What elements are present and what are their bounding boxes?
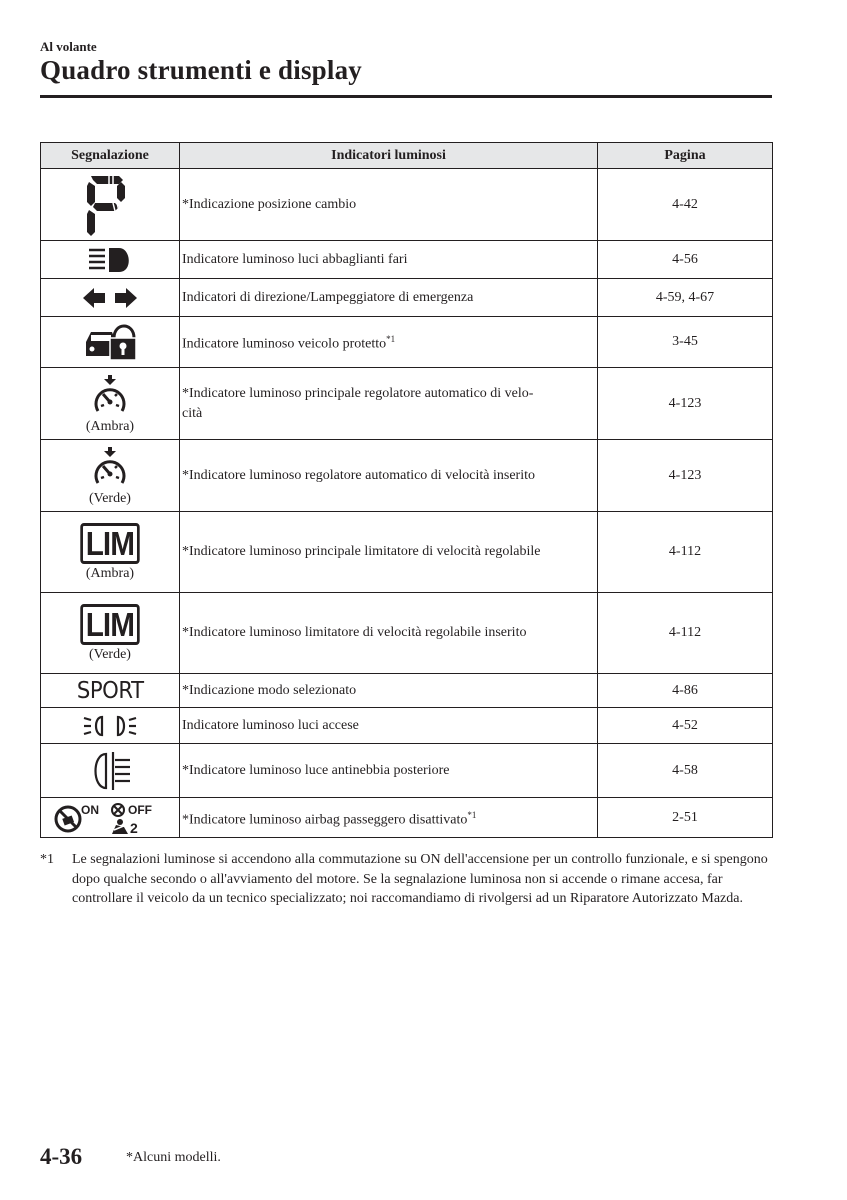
desc-text: Indicatore luminoso regolatore automatico di velocità inserito	[189, 467, 536, 483]
page-ref: 4-42	[598, 169, 773, 241]
security-car-lock-icon	[82, 322, 138, 362]
table-row	[41, 798, 773, 838]
page-ref: 4-123	[598, 368, 773, 440]
table-row	[41, 241, 773, 279]
signal-cell	[41, 744, 180, 798]
desc-text: Indicatore luminoso limitatore di velocità regolabile inserito	[189, 625, 527, 640]
signal-cell	[41, 317, 180, 368]
speed-limiter-icon: LIM	[80, 604, 139, 645]
footnote-text: Le segnalazioni luminose si accendono alla commutazione su ON dell'accensione per un controllo funzionale, e si spengono dopo qualche secondo o all'avviamento del motore. Se la segnalazione luminosa non si accende o rimane accesa, far controllare il veicolo da un tecnico specializzato; noi raccomandiamo di rivolgersi ad un Riparatore Autorizzato Mazda.	[72, 852, 768, 906]
signal-cell	[41, 279, 180, 317]
desc-text: Indicatore luminoso luci abbaglianti fari	[182, 251, 408, 267]
page-ref: 3-45	[598, 317, 773, 368]
header-indicator: Indicatori luminosi	[180, 143, 598, 169]
desc-text: Indicatore luminoso luce antinebbia posteriore	[189, 762, 450, 778]
cruise-control-icon	[90, 373, 130, 417]
indicator-desc	[180, 593, 598, 674]
speed-limiter-icon: LIM	[80, 523, 139, 564]
title-rule	[40, 95, 772, 98]
page-ref: 4-59, 4-67	[598, 279, 773, 317]
page-number: 4-36	[40, 1144, 83, 1169]
signal-cell	[41, 593, 180, 674]
desc-text: Indicatore luminoso airbag passeggero disattivato	[189, 812, 468, 828]
high-beam-icon	[85, 247, 135, 273]
table-row	[41, 744, 773, 798]
indicator-table	[40, 142, 773, 838]
desc-text: Indicatori di direzione/Lampeggiatore di emergenza	[182, 289, 474, 305]
desc-text: Indicatore luminoso principale regolatore automatico di velo- cità	[182, 385, 534, 421]
table-row	[41, 512, 773, 593]
signal-cell	[41, 169, 180, 241]
cruise-control-icon	[90, 445, 130, 489]
asterisk: *	[182, 762, 189, 778]
indicator-desc	[180, 708, 598, 744]
page-ref: 4-58	[598, 744, 773, 798]
table-header-row	[41, 143, 773, 169]
asterisk: *	[182, 682, 189, 698]
signal-cell	[41, 798, 180, 838]
asterisk: *	[182, 544, 189, 559]
desc-text: Indicatore luminoso luci accese	[182, 717, 359, 733]
turn-signal-arrows-icon	[81, 286, 139, 310]
table-row	[41, 169, 773, 241]
desc-text: Indicatore luminoso principale limitatore di velocità regolabile	[189, 544, 541, 559]
footnote-mark: *1	[40, 852, 54, 867]
indicator-desc	[180, 798, 598, 838]
airbag-off-label: OFF	[128, 802, 152, 817]
signal-cell	[41, 241, 180, 279]
signal-cell	[41, 440, 180, 512]
indicator-desc	[180, 169, 598, 241]
signal-cell	[41, 708, 180, 744]
airbag-seat-number: 2	[130, 819, 138, 835]
signal-cell	[41, 512, 180, 593]
table-row	[41, 279, 773, 317]
table-row	[41, 440, 773, 512]
table-row	[41, 317, 773, 368]
page-ref: 4-112	[598, 512, 773, 593]
page-ref: 4-56	[598, 241, 773, 279]
page-note: *Alcuni modelli.	[126, 1150, 221, 1165]
icon-caption: (Ambra)	[85, 418, 135, 434]
indicator-desc	[180, 279, 598, 317]
indicator-desc	[180, 241, 598, 279]
footnote-ref: *1	[386, 334, 396, 345]
desc-text: Indicazione modo selezionato	[189, 682, 357, 698]
icon-caption: (Ambra)	[85, 565, 135, 581]
table-row	[41, 368, 773, 440]
passenger-airbag-off-icon	[54, 801, 166, 835]
header-page: Pagina	[598, 143, 773, 169]
lights-on-icon	[82, 714, 138, 738]
section-label: Al volante	[40, 39, 97, 54]
signal-cell	[41, 674, 180, 708]
asterisk: *	[182, 196, 189, 212]
asterisk: *	[182, 812, 189, 828]
gear-position-p-icon	[85, 174, 135, 236]
desc-text: Indicatore luminoso veicolo protetto	[182, 336, 387, 352]
indicator-desc	[180, 744, 598, 798]
footnote	[40, 850, 772, 909]
header-signal: Segnalazione	[41, 143, 180, 169]
page-ref: 4-86	[598, 674, 773, 708]
asterisk: *	[182, 385, 189, 401]
indicator-desc	[180, 674, 598, 708]
icon-caption: (Verde)	[89, 490, 131, 506]
indicator-desc	[180, 512, 598, 593]
airbag-on-label: ON	[81, 802, 99, 817]
icon-caption: (Verde)	[89, 646, 131, 662]
table-row	[41, 674, 773, 708]
sport-mode-icon: SPORT	[76, 677, 144, 704]
signal-cell	[41, 368, 180, 440]
rear-fog-light-icon	[86, 750, 134, 792]
indicator-desc	[180, 440, 598, 512]
indicator-desc	[180, 317, 598, 368]
page-title: Quadro strumenti e display	[40, 55, 362, 85]
indicator-desc	[180, 368, 598, 440]
footnote-ref: *1	[467, 809, 477, 820]
asterisk: *	[182, 625, 189, 640]
table-row	[41, 708, 773, 744]
asterisk: *	[182, 467, 189, 483]
page-ref: 2-51	[598, 798, 773, 838]
page-ref: 4-123	[598, 440, 773, 512]
page-ref: 4-112	[598, 593, 773, 674]
page-ref: 4-52	[598, 708, 773, 744]
desc-text: Indicazione posizione cambio	[189, 196, 357, 212]
table-row	[41, 593, 773, 674]
